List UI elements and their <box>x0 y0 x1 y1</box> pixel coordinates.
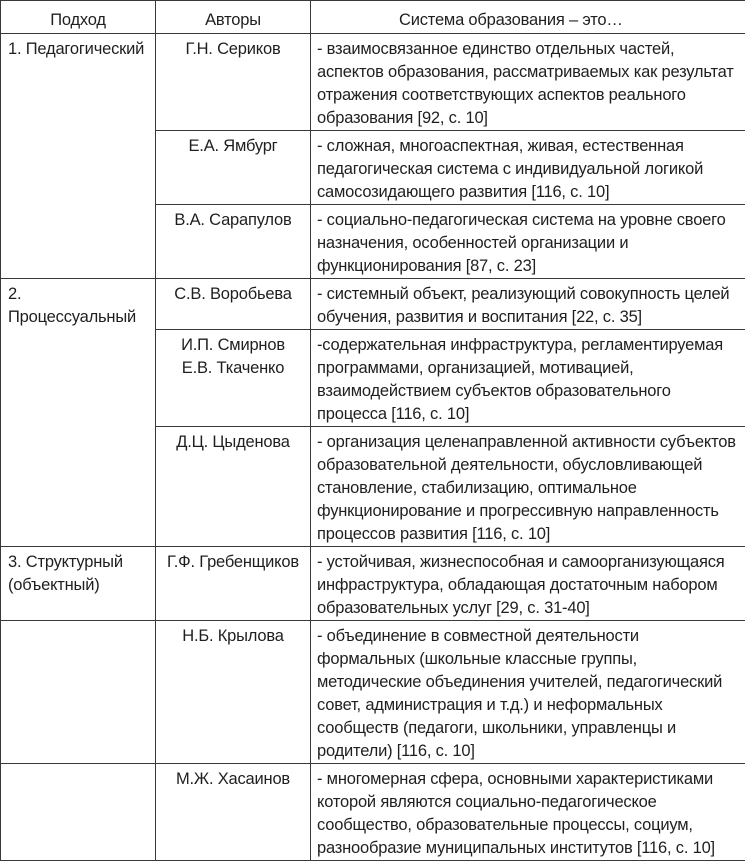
definition-cell: - устойчивая, жизнеспособная и самоорганизующаяся инфраструктура, обладающая достаточным набором образовательных услуг [29, с. 31-40] <box>311 547 745 621</box>
author-cell <box>156 330 311 427</box>
author-cell: Г.Ф. Гребенщиков <box>156 547 311 621</box>
header-row <box>1 1 745 34</box>
definition-cell: - многомерная сфера, основными характеристиками которой являются социально-педагогическое сообщество, образовательные процессы, социум, разнообразие муниципальных институтов [116, с. 10] <box>311 764 745 861</box>
author-cell: М.Ж. Хасаинов <box>156 764 311 861</box>
approach-cell <box>1 764 156 861</box>
definition-cell: - взаимосвязанное единство отдельных частей, аспектов образования, рассматриваемых как результат отражения соответствующих аспектов реального образования [92, с. 10] <box>311 34 745 131</box>
approach-cell: 1. Педагогический <box>1 34 156 279</box>
header-definition: Система образования – это… <box>311 1 745 34</box>
header-approach: Подход <box>1 1 156 34</box>
definition-cell: - социально-педагогическая система на уровне своего назначения, особенностей организации и функционирования [87, с. 23] <box>311 205 745 279</box>
table-row <box>1 764 745 861</box>
author-name: Е.В. Ткаченко <box>181 359 285 377</box>
definition-cell: - системный объект, реализующий совокупность целей обучения, развития и воспитания [22, с. 35] <box>311 279 745 330</box>
approach-cell: 2. Процессуальный <box>1 279 156 547</box>
definition-cell: - сложная, многоаспектная, живая, естественная педагогическая система с индивидуальной логикой самосозидающего развития [116, с. 10] <box>311 131 745 205</box>
author-cell: Н.Б. Крылова <box>156 621 311 764</box>
approach-cell: 3. Структурный (объектный) <box>1 547 156 621</box>
author-cell: В.А. Сарапулов <box>156 205 311 279</box>
table-row <box>1 547 745 621</box>
table-row <box>1 34 745 131</box>
table-row <box>1 279 745 330</box>
author-cell: Г.Н. Сериков <box>156 34 311 131</box>
approach-cell <box>1 621 156 764</box>
author-name: И.П. Смирнов <box>181 336 285 354</box>
table-row <box>1 621 745 764</box>
author-cell: С.В. Воробьева <box>156 279 311 330</box>
definition-cell: - организация целенаправленной активности субъектов образовательной деятельности, обусловливающей становление, стабилизацию, оптимальное функционирование и прогрессивную направленность процессов развития [116, с. 10] <box>311 427 745 547</box>
definition-cell: - объединение в совместной деятельности формальных (школьные классные группы, методические объединения учителей, педагогический совет, администрация и т.д.) и неформальных сообществ (педагоги, школьники, управленцы и родители) [116, с. 10] <box>311 621 745 764</box>
author-cell: Е.А. Ямбург <box>156 131 311 205</box>
header-authors: Авторы <box>156 1 311 34</box>
author-cell: Д.Ц. Цыденова <box>156 427 311 547</box>
definition-cell: -содержательная инфраструктура, регламентируемая программами, организацией, мотивацией, взаимодействием субъектов образовательного процесса [116, с. 10] <box>311 330 745 427</box>
